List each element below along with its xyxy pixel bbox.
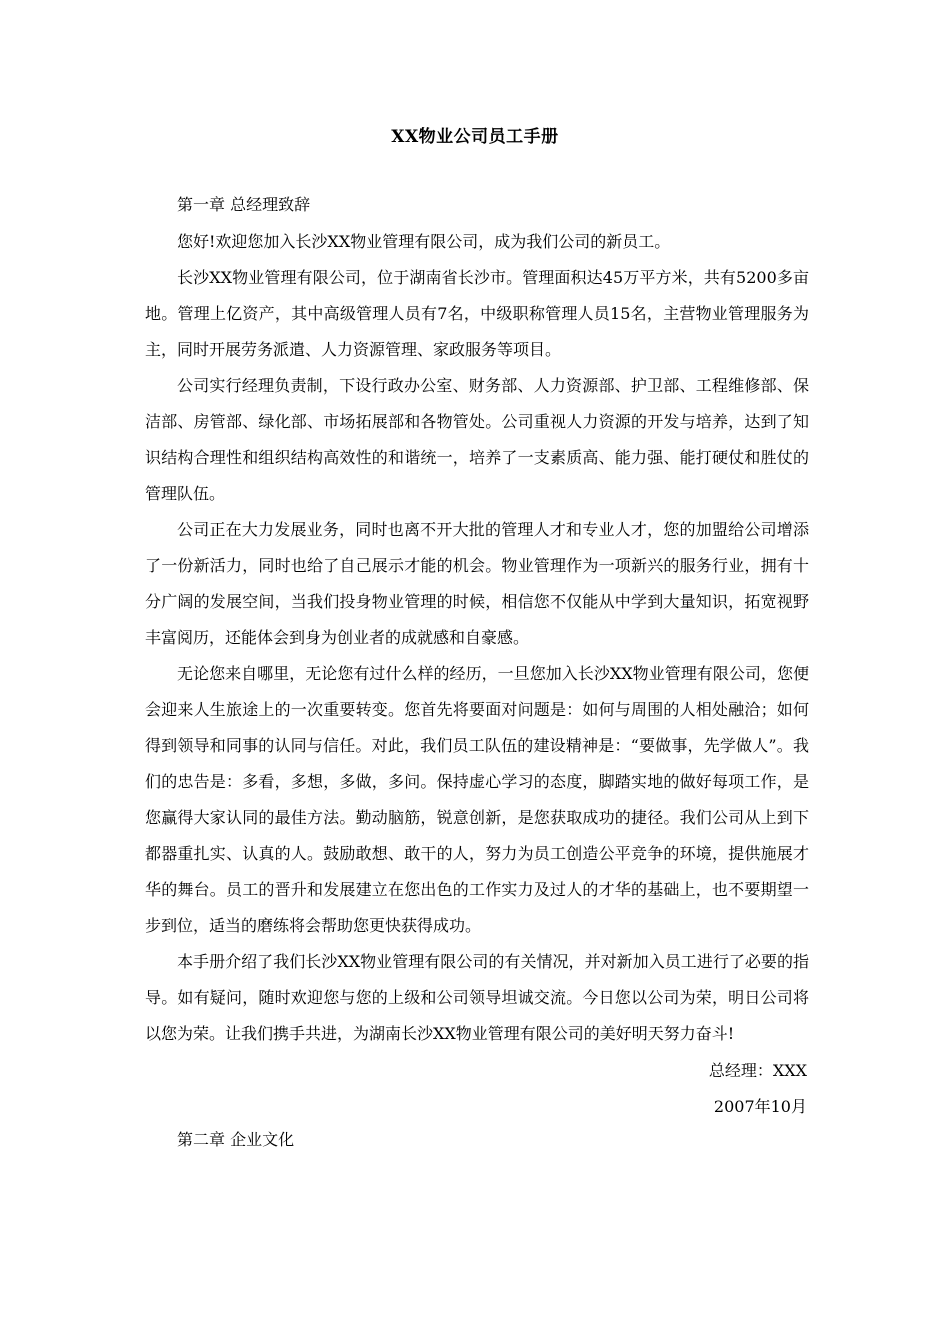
paragraph-advice: 无论您来自哪里，无论您有过什么样的经历，一旦您加入长沙XX物业管理有限公司，您便会迎来人生旅途上的一次重要转变。您首先将要面对问题是：如何与周围的人相处融洽；如何得到领导和同事的认同与信任。对此，我们员工队伍的建设精神是：“要做事，先学做人”。我们的忠告是：多看，多想，多做，多问。保持虚心学习的态度，脚踏实地的做好每项工作，是您赢得大家认同的最佳方法。勤动脑筋，锐意创新，是您获取成功的捷径。我们公司从上到下都器重扎实、认真的人。鼓励敢想、敢干的人，努力为员工创造公平竞争的环境，提供施展才华的舞台。员工的晋升和发展建立在您出色的工作实力及过人的才华的基础上，也不要期望一步到位，适当的磨练将会帮助您更快获得成功。 bbox=[145, 664, 809, 935]
paragraph-development: 公司正在大力发展业务，同时也离不开大批的管理人才和专业人才，您的加盟给公司增添了一份新活力，同时也给了自己展示才能的机会。物业管理作为一项新兴的服务行业，拥有十分广阔的发展空间，当我们投身物业管理的时候，相信您不仅能从中学到大量知识，拓宽视野丰富阅历，还能体会到身为创业者的成就感和自豪感。 bbox=[145, 520, 809, 647]
signature-date: 2007年10月 bbox=[713, 1097, 807, 1116]
document-title: XX物业公司员工手册 bbox=[391, 127, 559, 147]
letter-body bbox=[145, 224, 809, 1052]
signature-line: 总经理：XXX bbox=[708, 1061, 807, 1080]
paragraph-structure: 公司实行经理负责制，下设行政办公室、财务部、人力资源部、护卫部、工程维修部、保洁部、房管部、绿化部、市场拓展部和各物管处。公司重视人力资源的开发与培养，达到了知识结构合理性和组织结构高效性的和谐统一，培养了一支素质高、能力强、能打硬仗和胜仗的管理队伍。 bbox=[145, 376, 809, 503]
paragraph-company-intro: 长沙XX物业管理有限公司，位于湖南省长沙市。管理面积达45万平方米，共有5200多亩地。管理上亿资产，其中高级管理人员有7名，中级职称管理人员15名，主营物业管理服务为主，同时开展劳务派遣、人力资源管理、家政服务等项目。 bbox=[145, 268, 809, 359]
chapter-1-heading: 第一章 总经理致辞 bbox=[177, 195, 311, 214]
chapter-2-heading: 第二章 企业文化 bbox=[177, 1130, 295, 1149]
paragraph-closing: 本手册介绍了我们长沙XX物业管理有限公司的有关情况，并对新加入员工进行了必要的指导。如有疑问，随时欢迎您与您的上级和公司领导坦诚交流。今日您以公司为荣，明日公司将以您为荣。让我们携手共进，为湖南长沙XX物业管理有限公司的美好明天努力奋斗! bbox=[145, 952, 809, 1043]
paragraph-greeting: 您好!欢迎您加入长沙XX物业管理有限公司，成为我们公司的新员工。 bbox=[177, 232, 671, 251]
